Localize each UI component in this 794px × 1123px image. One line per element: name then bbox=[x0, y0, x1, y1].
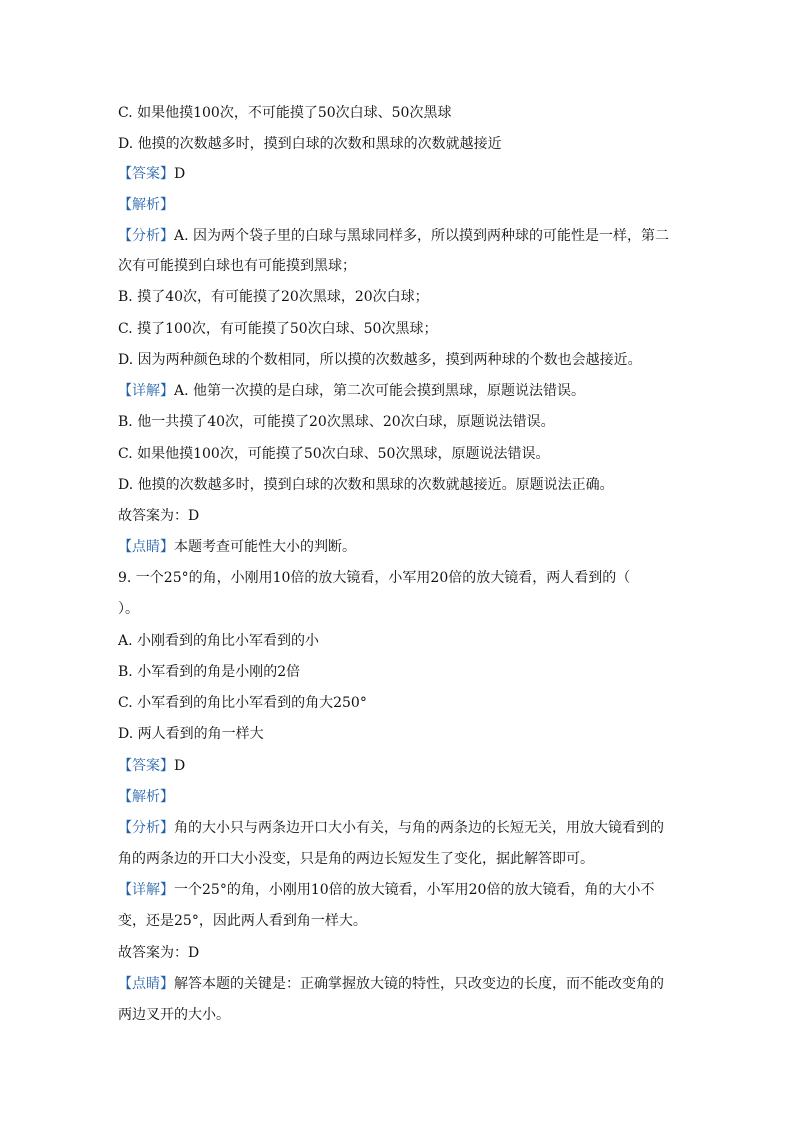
text-line bbox=[118, 288, 429, 306]
line-text: D bbox=[174, 166, 186, 182]
text-line bbox=[118, 569, 630, 587]
section-tag: 【详解】 bbox=[118, 383, 174, 399]
text-line bbox=[118, 912, 367, 930]
text-line bbox=[118, 413, 555, 431]
text-line bbox=[118, 165, 185, 183]
text-line bbox=[118, 445, 549, 463]
line-text: ）。 bbox=[118, 601, 139, 617]
section-tag: 【详解】 bbox=[118, 882, 174, 898]
line-text: 故答案为：D bbox=[118, 508, 200, 524]
text-line bbox=[118, 538, 356, 556]
text-line bbox=[118, 788, 174, 806]
text-line bbox=[118, 196, 174, 214]
text-line bbox=[118, 382, 585, 400]
line-text: A. 因为两个袋子里的白球与黑球同样多，所以摸到两种球的可能性是一样，第二 bbox=[174, 228, 670, 244]
text-line bbox=[118, 975, 664, 993]
text-line bbox=[118, 227, 669, 245]
line-text: B. 摸了40次，有可能摸了20次黑球，20次白球； bbox=[118, 289, 429, 305]
text-line bbox=[118, 257, 356, 275]
line-text: B. 他一共摸了40次，可能摸了20次黑球、20次白球，原题说法错误。 bbox=[118, 414, 555, 430]
line-text: A. 小刚看到的角比小军看到的小 bbox=[118, 633, 320, 649]
text-line bbox=[118, 881, 654, 899]
text-line bbox=[118, 600, 139, 618]
line-text: 次有可能摸到白球也有可能摸到黑球； bbox=[118, 258, 356, 274]
line-text: 一个25°的角，小刚用10倍的放大镜看，小军用20倍的放大镜看，角的大小不 bbox=[174, 882, 655, 898]
line-text: D. 两人看到的角一样大 bbox=[118, 726, 264, 742]
line-text: 本题考查可能性大小的判断。 bbox=[174, 539, 356, 555]
text-line bbox=[118, 507, 199, 525]
line-text: C. 小军看到的角比小军看到的角大250° bbox=[118, 695, 367, 711]
text-line bbox=[118, 104, 451, 122]
text-line bbox=[118, 944, 199, 962]
line-text: 9. 一个25°的角，小刚用10倍的放大镜看，小军用20倍的放大镜看，两人看到的（ bbox=[118, 570, 631, 586]
text-line bbox=[118, 476, 614, 494]
line-text: B. 小军看到的角是小刚的2倍 bbox=[118, 664, 301, 680]
text-line bbox=[118, 1006, 230, 1024]
line-text: D. 因为两种颜色球的个数相同，所以摸的次数越多，摸到两种球的个数也会越接近。 bbox=[118, 352, 642, 368]
line-text: 角的大小只与两条边开口大小有关，与角的两条边的长短无关，用放大镜看到的 bbox=[174, 820, 664, 836]
line-text: D bbox=[174, 758, 186, 774]
line-text: 解答本题的关键是：正确掌握放大镜的特性，只改变边的长度，而不能改变角的 bbox=[174, 976, 664, 992]
text-line bbox=[118, 694, 367, 712]
section-tag: 【点睛】 bbox=[118, 539, 174, 555]
section-tag: 【解析】 bbox=[118, 789, 174, 805]
text-line bbox=[118, 850, 594, 868]
line-text: 故答案为：D bbox=[118, 945, 200, 961]
line-text: A. 他第一次摸的是白球，第二次可能会摸到黑球，原题说法错误。 bbox=[174, 383, 586, 399]
line-text: C. 摸了100次，有可能摸了50次白球、50次黑球； bbox=[118, 321, 438, 337]
section-tag: 【分析】 bbox=[118, 820, 174, 836]
section-tag: 【分析】 bbox=[118, 228, 174, 244]
section-tag: 【点睛】 bbox=[118, 976, 174, 992]
line-text: C. 如果他摸100次，不可能摸了50次白球、50次黑球 bbox=[118, 105, 452, 121]
section-tag: 【答案】 bbox=[118, 758, 174, 774]
line-text: C. 如果他摸100次，可能摸了50次白球、50次黑球，原题说法错误。 bbox=[118, 446, 550, 462]
line-text: D. 他摸的次数越多时，摸到白球的次数和黑球的次数就越接近。原题说法正确。 bbox=[118, 477, 614, 493]
section-tag: 【解析】 bbox=[118, 197, 174, 213]
text-line bbox=[118, 320, 437, 338]
text-line bbox=[118, 351, 642, 369]
text-line bbox=[118, 663, 300, 681]
text-line bbox=[118, 725, 264, 743]
text-line bbox=[118, 757, 185, 775]
line-text: 两边叉开的大小。 bbox=[118, 1007, 230, 1023]
text-line bbox=[118, 632, 319, 650]
line-text: 角的两条边的开口大小没变，只是角的两边长短发生了变化，据此解答即可。 bbox=[118, 851, 594, 867]
line-text: D. 他摸的次数越多时，摸到白球的次数和黑球的次数就越接近 bbox=[118, 136, 502, 152]
line-text: 变，还是25°，因此两人看到角一样大。 bbox=[118, 913, 367, 929]
text-line bbox=[118, 819, 664, 837]
section-tag: 【答案】 bbox=[118, 166, 174, 182]
text-line bbox=[118, 135, 502, 153]
